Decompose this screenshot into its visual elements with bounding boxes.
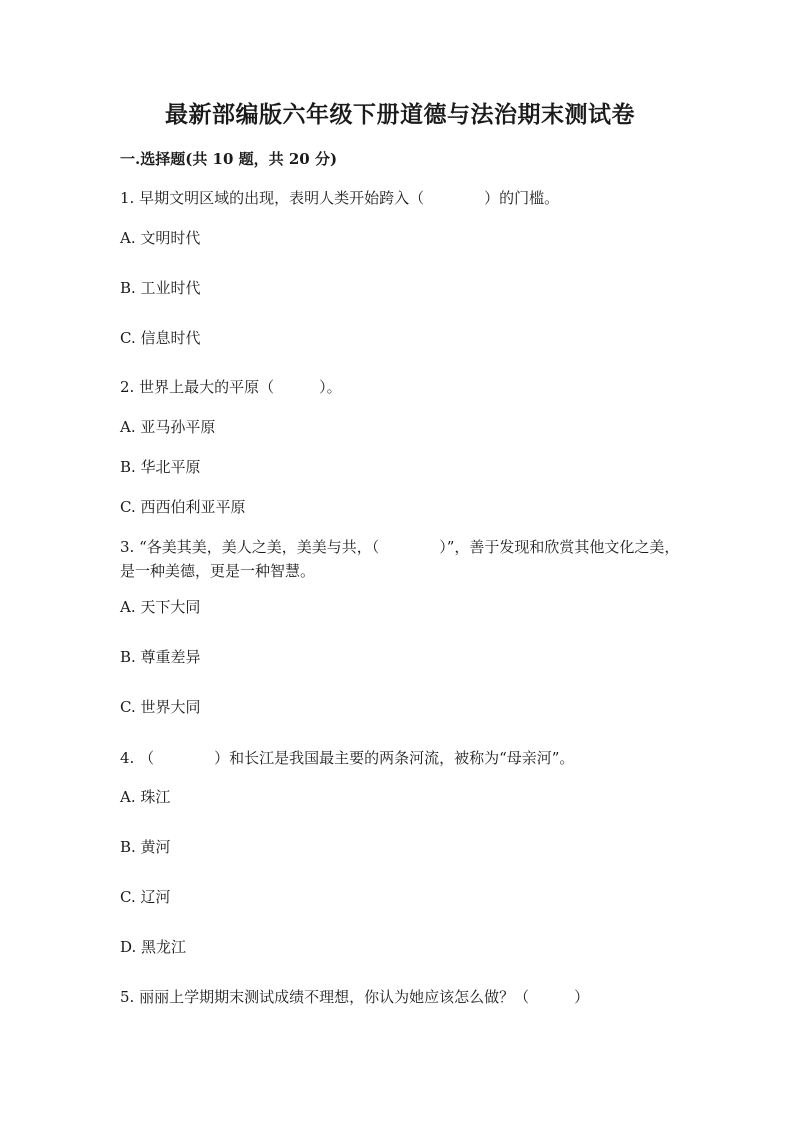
question-4-option-c: C. 辽河 [120, 888, 171, 906]
question-3: 3. “各美其美，美人之美，美美与共，（ ）”，善于发现和欣赏其他文化之美，是一种美德，更是一种智慧。 [120, 538, 680, 580]
question-1-option-b: B. 工业时代 [120, 279, 201, 297]
question-4-option-a: A. 珠江 [120, 788, 171, 806]
question-3-option-a: A. 天下大同 [120, 598, 201, 616]
question-1: 1. 早期文明区域的出现，表明人类开始跨入（ ）的门槛。 [120, 189, 560, 207]
question-4: 4. （ ）和长江是我国最主要的两条河流，被称为“母亲河”。 [120, 749, 575, 767]
question-5: 5. 丽丽上学期期末测试成绩不理想，你认为她应该怎么做？（ ） [120, 988, 590, 1006]
question-1-option-a: A. 文明时代 [120, 229, 201, 247]
question-1-option-c: C. 信息时代 [120, 329, 201, 347]
question-3-option-b: B. 尊重差异 [120, 648, 201, 666]
question-2: 2. 世界上最大的平原（ ）。 [120, 378, 342, 396]
question-4-option-d: D. 黑龙江 [120, 938, 187, 956]
question-3-option-c: C. 世界大同 [120, 698, 201, 716]
question-2-option-a: A. 亚马孙平原 [120, 418, 216, 436]
page-title: 最新部编版六年级下册道德与法治期末测试卷 [165, 101, 635, 128]
section-heading: 一.选择题(共 10 题，共 20 分) [120, 150, 338, 168]
question-2-option-b: B. 华北平原 [120, 458, 201, 476]
question-4-option-b: B. 黄河 [120, 838, 171, 856]
question-2-option-c: C. 西西伯利亚平原 [120, 498, 246, 516]
